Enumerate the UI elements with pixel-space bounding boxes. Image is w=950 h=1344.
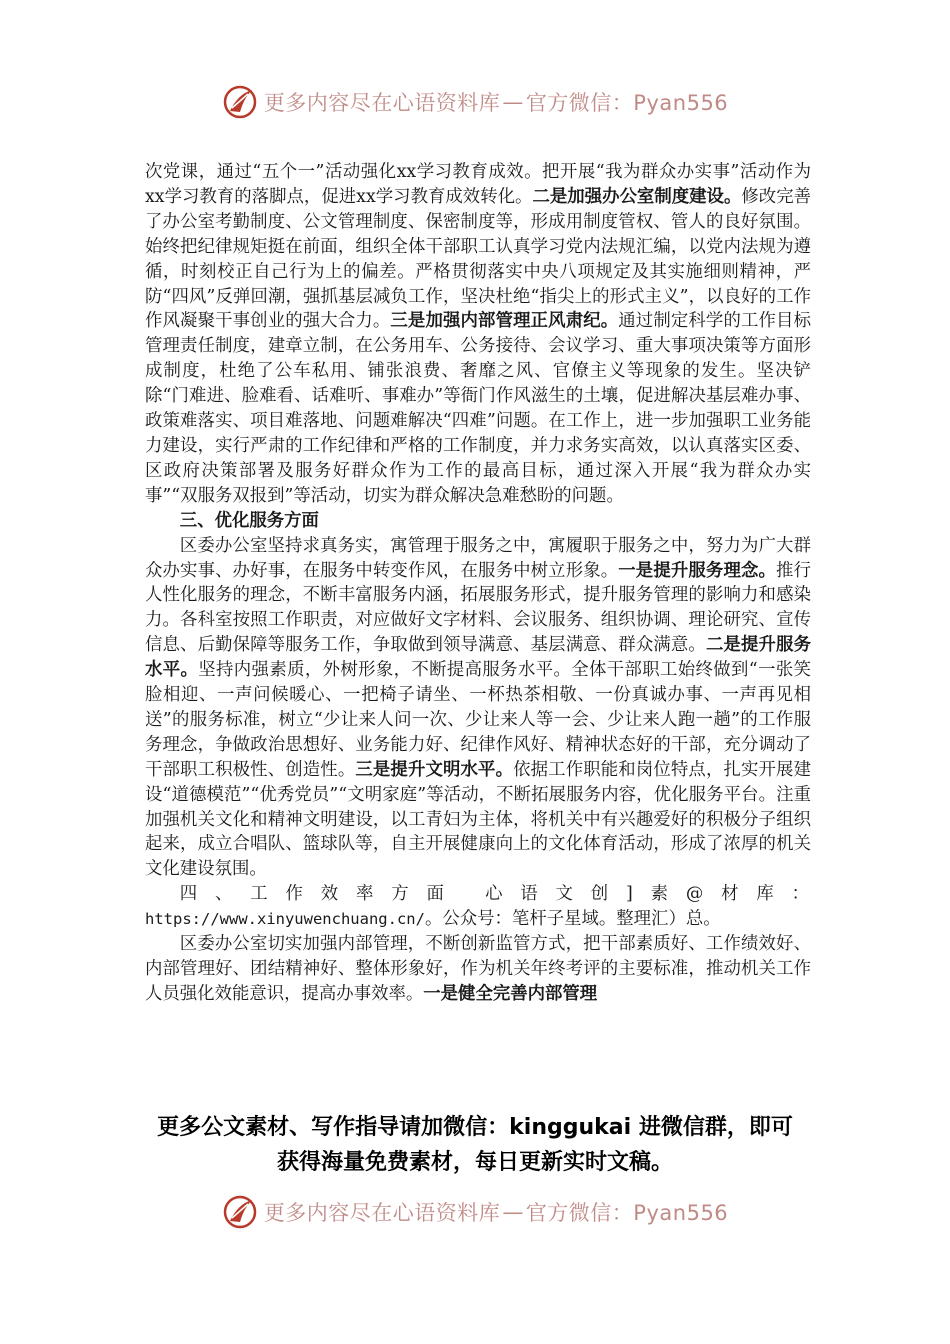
text-run: 修改完善了办公室考勤制度、公文管理制度、保密制度等，形成用制度管权、管人的良好氛围。始终把纪律规矩挺在前面，组织全体干部职工认真学习党内法规汇编，以党内法规为遵循，时刻校正自己行为上的偏差。严格贯彻落实中央八项规定及其实施细则精神，严防“四风”反弹回潮，强抓基层减负工作，坚决杜绝“指尖上的形式主义”，以良好的工作作风凝聚干事创业的强大合力。 bbox=[145, 186, 811, 332]
source-url: https://www.xinyuwenchuang.cn/ bbox=[145, 910, 425, 929]
text-run: 通过制定科学的工作目标管理责任制度，建章立制，在公务用车、公务接待、会议学习、重大事项决策等方面形成制度，杜绝了公车私用、铺张浪费、奢靡之风、官僚主义等现象的发生。坚决铲除“门难进、脸难看、话难听、事难办”等衙门作风滋生的土壤，促进解决基层难办事、政策难落实、项目难落地、问题难解决“四难”问题。在工作上，进一步加强职工业务能力建设，实行严肃的工作纪律和严格的工作制度，并力求务实高效，以认真落实区委、区政府决策部署及服务好群众作为工作的最高目标，通过深入开展“我为群众办实事”“双服务双报到”等活动，切实为群众解决急难愁盼的问题。 bbox=[145, 311, 811, 506]
banner-title: 更多内容尽在心语资料库 bbox=[263, 91, 501, 115]
library-logo-icon bbox=[222, 84, 258, 120]
banner-separator: — bbox=[502, 1200, 524, 1224]
footer-banner bbox=[0, 1190, 950, 1234]
library-logo-icon bbox=[222, 1194, 258, 1230]
bold-phrase: 一是健全完善内部管理 bbox=[423, 983, 598, 1004]
text-run: 依据工作职能和岗位特点，扎实开展建设“道德模范”“优秀党员”“文明家庭”等活动，不断拓展服务内容，优化服务平台。注重加强机关文化和精神文明建设，以工青妇为主体，将机关中有兴趣爱好的积极分子组织起来，成立合唱队、篮球队等，自主开展健康向上的文化体育活动，形成了浓厚的机关文化建设氛围。 bbox=[145, 759, 811, 880]
header-banner bbox=[0, 80, 950, 124]
bold-phrase: 二是提升服务水平。 bbox=[145, 635, 811, 681]
text-run: 。公众号：笔杆子星域。整理汇）总。 bbox=[424, 909, 721, 930]
bold-phrase: 二是加强办公室制度建设。 bbox=[532, 186, 742, 207]
text-run: 区委办公室坚持求真务实，寓管理于服务之中，寓履职于服务之中，努力为广大群众办实事、办好事，在服务中转变作风，在服务中树立形象。 bbox=[145, 535, 811, 581]
paragraph bbox=[145, 534, 811, 883]
text-run: 次党课，通过“五个一”活动强化xx学习教育成效。把开展“我为群众办实事”活动作为xx学习教育的落脚点，促进xx学习教育成效转化。 bbox=[145, 162, 811, 207]
promo-line: 获得海量免费素材，每日更新实时文稿。 bbox=[276, 1150, 673, 1175]
bold-phrase: 三是提升文明水平。 bbox=[355, 759, 514, 780]
banner-wechat: 官方微信：Pyan556 bbox=[525, 91, 729, 115]
banner-separator: — bbox=[502, 90, 524, 114]
promo-block bbox=[0, 1110, 950, 1180]
watermark-line bbox=[145, 907, 811, 932]
paragraph bbox=[145, 932, 811, 1007]
bold-phrase: 三是加强内部管理正风肃纪。 bbox=[390, 311, 619, 332]
text-run: 坚持内强素质，外树形象，不断提高服务水平。全体干部职工始终做到“一张笑脸相迎、一声问候暖心、一把椅子请坐、一杯热茶相敬、一份真诚办事、一声再见相送”的服务标准，树立“少让来人问一次、少让来人等一会、少让来人跑一趟”的工作服务理念，争做政治思想好、业务能力好、纪律作风好、精神状态好的干部，充分调动了干部职工积极性、创造性。 bbox=[145, 660, 811, 780]
text-run: 区委办公室切实加强内部管理，不断创新监管方式，把干部素质好、工作绩效好、内部管理好、团结精神好、整体形象好，作为机关年终考评的主要标准，推动机关工作人员强化效能意识，提高办事效率。 bbox=[145, 934, 811, 1004]
promo-line: 更多公文素材、写作指导请加微信：kinggukai 进微信群，即可 bbox=[157, 1115, 793, 1140]
paragraph bbox=[145, 160, 811, 509]
section-heading-line: 四、工作效率方面 心语文创]素@材库： bbox=[179, 884, 811, 905]
text-run: 推行人性化服务的理念，不断丰富服务内涵，拓展服务形式，提升服务管理的影响力和感染力。各科室按照工作职责，对应做好文字材料、会议服务、组织协调、理论研究、宣传信息、后勤保障等服务工作，争取做到领导满意、基层满意、群众满意。 bbox=[145, 560, 811, 656]
banner-title: 更多内容尽在心语资料库 bbox=[263, 1201, 501, 1225]
section-heading: 三、优化服务方面 bbox=[179, 510, 319, 531]
bold-phrase: 一是提升服务理念。 bbox=[618, 560, 777, 581]
banner-wechat: 官方微信：Pyan556 bbox=[525, 1201, 729, 1225]
document-body bbox=[145, 160, 811, 1007]
